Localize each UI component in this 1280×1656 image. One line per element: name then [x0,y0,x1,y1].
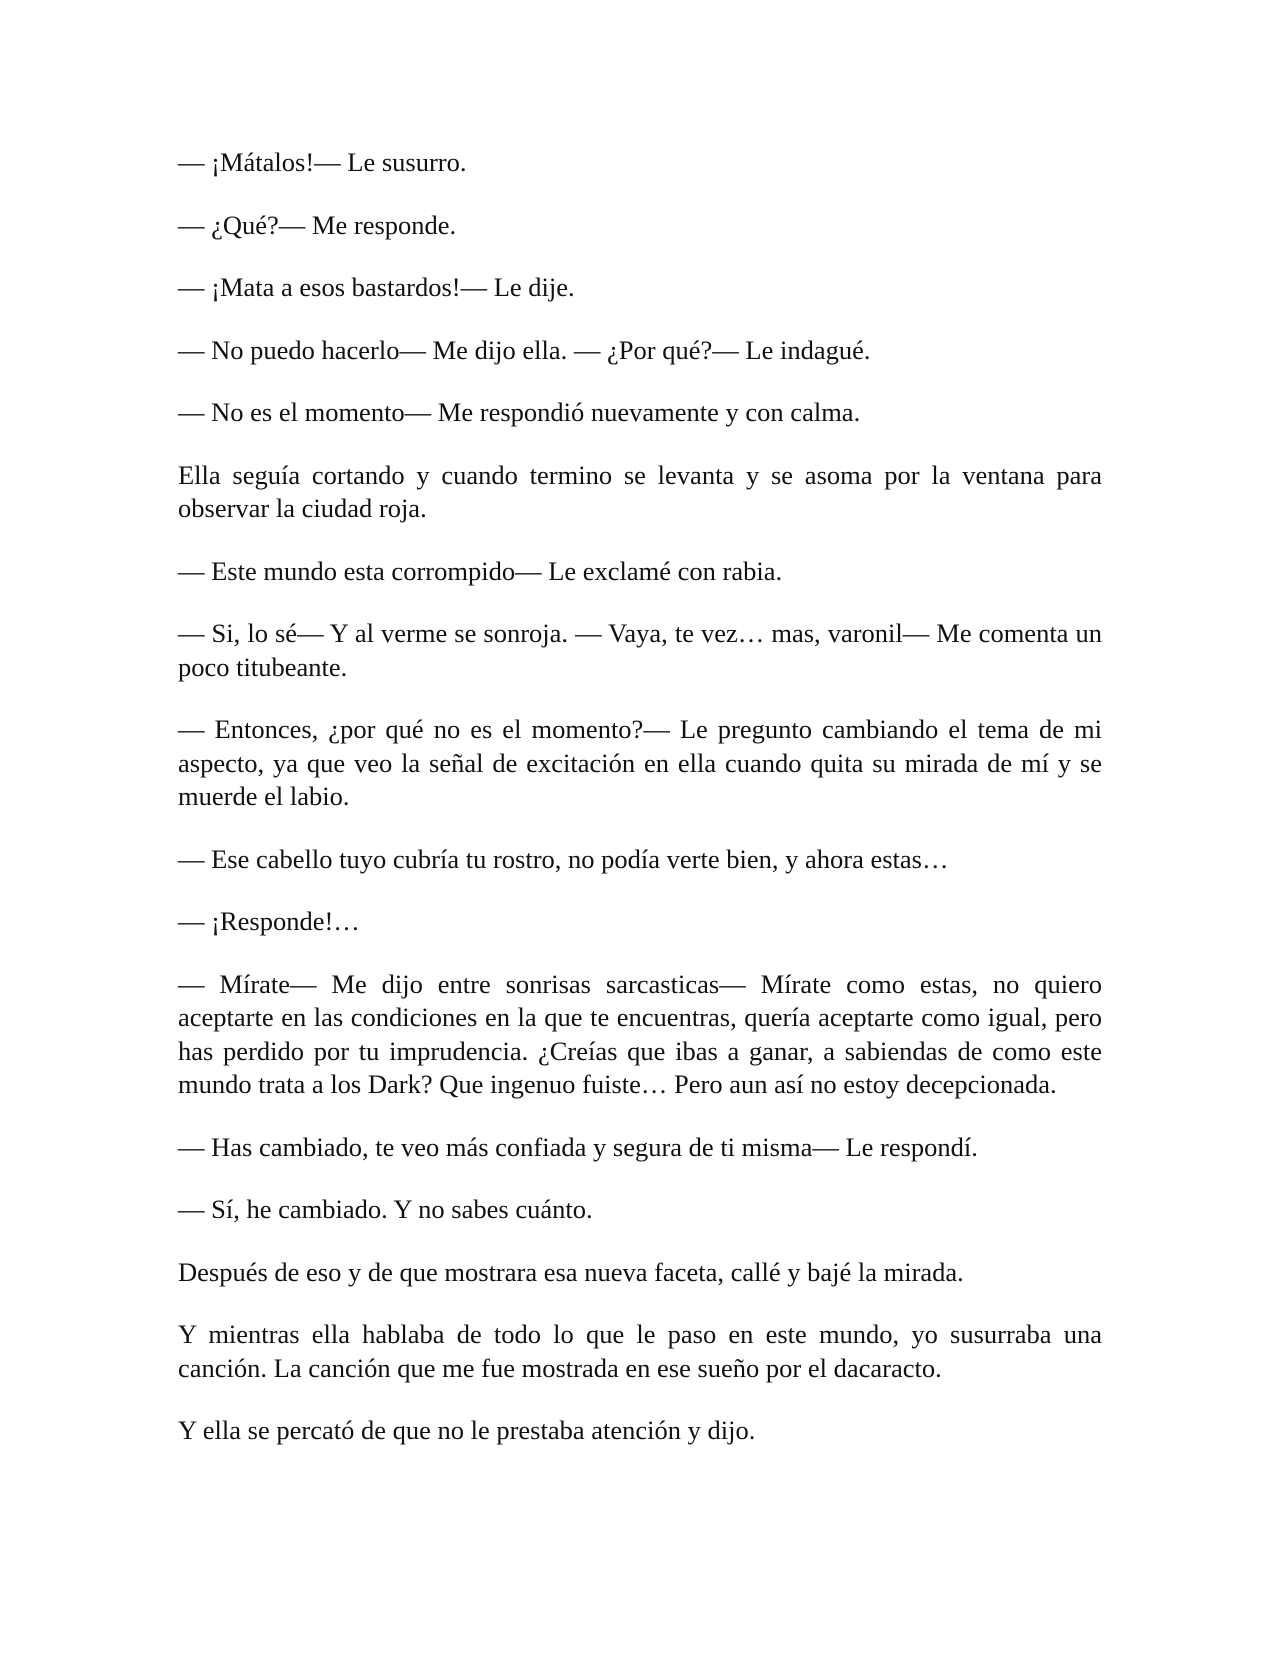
paragraph: — Mírate— Me dijo entre sonrisas sarcasticas— Mírate como estas, no quiero aceptarte en las condiciones en la que te encuentras, quería aceptarte como igual, pero has perdido por tu imprudencia. ¿Creías que ibas a ganar, a sabiendas de como este mundo trata a los Dark? Que ingenuo fuiste… Pero aun así no estoy decepcionada. [178,968,1102,1099]
paragraph: — Si, lo sé— Y al verme se sonroja. — Vaya, te vez… mas, varonil— Me comenta un poco titubeante. [178,618,1102,682]
paragraph: — ¡Mátalos!— Le susurro. [178,147,467,177]
paragraph: — Has cambiado, te veo más confiada y segura de ti misma— Le respondí. [178,1131,978,1162]
paragraph: — No puedo hacerlo— Me dijo ella. — ¿Por qué?— Le indagué. [178,334,871,365]
paragraph: — No es el momento— Me respondió nuevamente y con calma. [178,397,861,427]
paragraph: — Ese cabello tuyo cubría tu rostro, no podía verte bien, y ahora estas… [178,843,949,874]
paragraph: — ¡Mata a esos bastardos!— Le dije. [178,272,575,302]
paragraph: Y ella se percató de que no le prestaba atención y dijo. [178,1415,756,1445]
document-body [178,146,1102,1477]
paragraph: — Sí, he cambiado. Y no sabes cuánto. [178,1194,593,1224]
paragraph: Ella seguía cortando y cuando termino se levanta y se asoma por la ventana para observar la ciudad roja. [178,459,1102,523]
paragraph: — Entonces, ¿por qué no es el momento?— Le pregunto cambiando el tema de mi aspecto, ya que veo la señal de excitación en ella cuando quita su mirada de mí y se muerde el labio. [178,714,1102,811]
paragraph: Y mientras ella hablaba de todo lo que le paso en este mundo, yo susurraba una canción. La canción que me fue mostrada en ese sueño por el dacaracto. [178,1319,1102,1383]
paragraph: — ¿Qué?— Me responde. [178,209,457,240]
paragraph: Después de eso y de que mostrara esa nueva faceta, callé y bajé la mirada. [178,1256,964,1287]
paragraph: — ¡Responde!… [178,906,360,936]
paragraph: — Este mundo esta corrompido— Le exclamé con rabia. [178,555,783,586]
